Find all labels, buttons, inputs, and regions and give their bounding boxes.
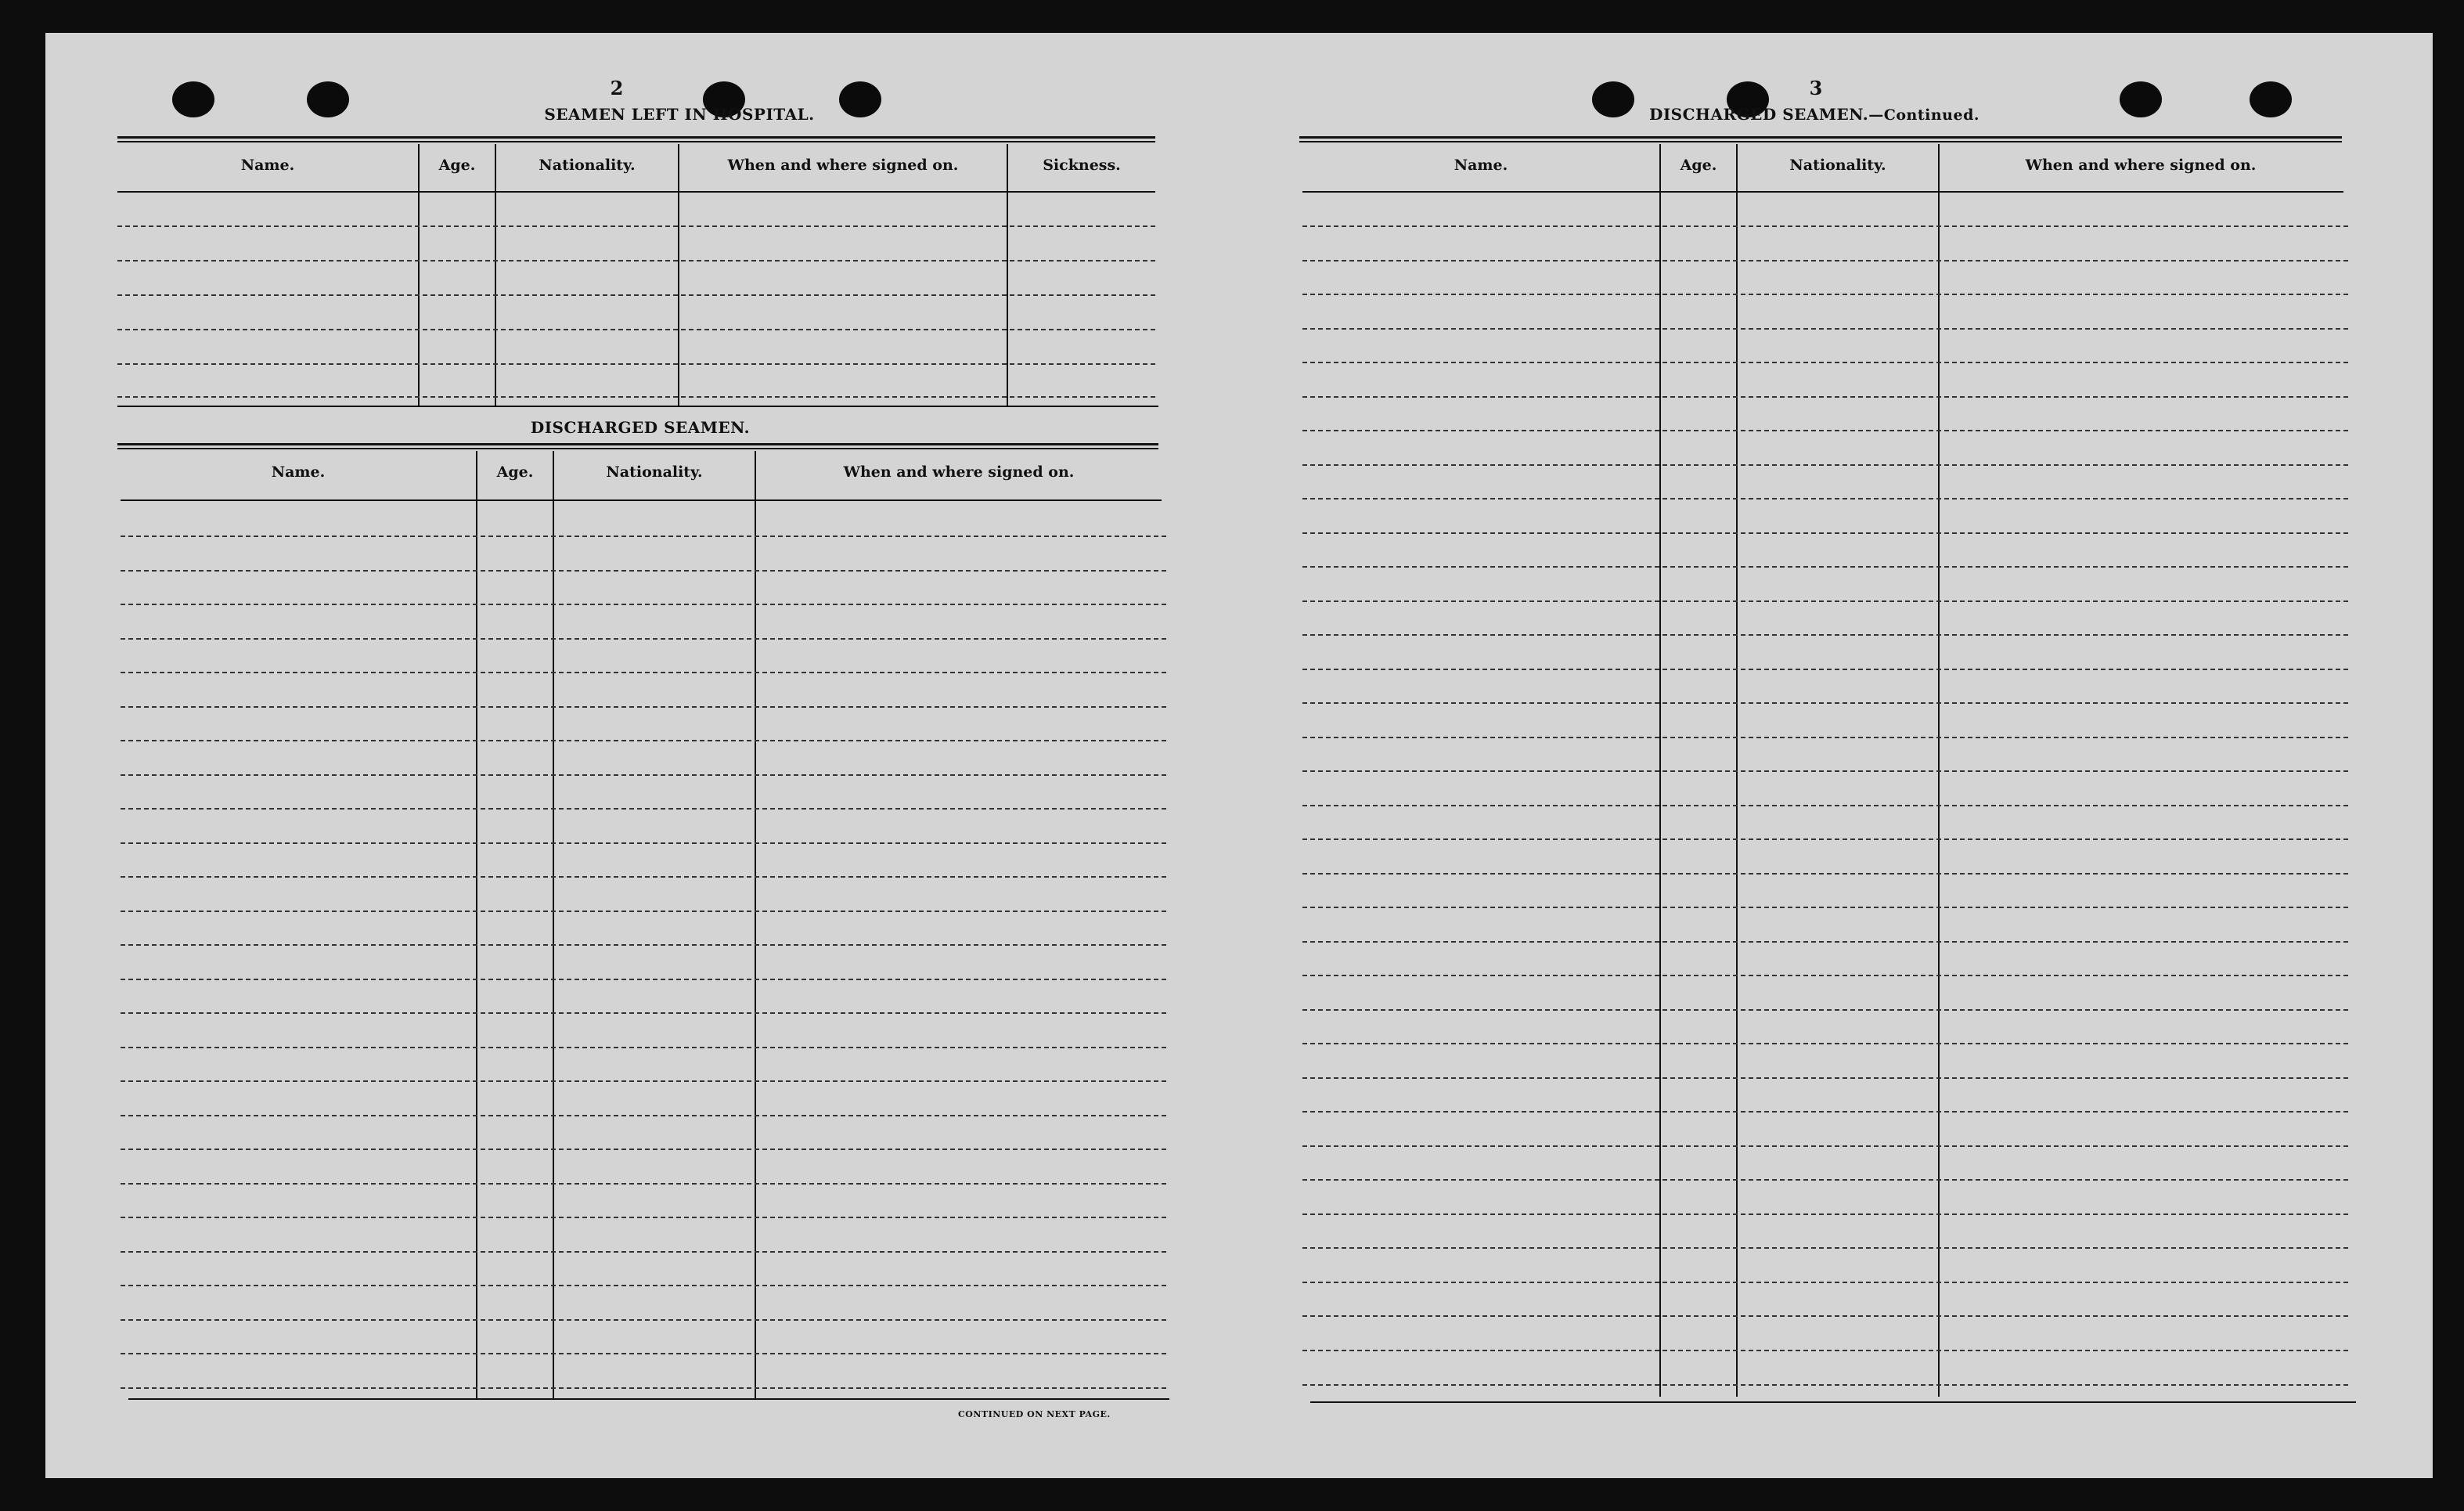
- entry-line: [121, 842, 1166, 844]
- entry-line: [1302, 941, 2348, 943]
- entry-line: [121, 944, 1166, 946]
- column-header-when-where-signed-on: When and where signed on.: [727, 157, 959, 174]
- document-sheet: [45, 33, 2433, 1478]
- entry-line: [1302, 1213, 2348, 1215]
- entry-line: [121, 1319, 1166, 1321]
- entry-line: [1302, 1043, 2348, 1044]
- entry-line: [121, 1012, 1166, 1014]
- entry-line: [121, 774, 1166, 776]
- entry-line: [121, 1183, 1166, 1185]
- entry-line: [1302, 873, 2348, 875]
- entry-line: [1302, 600, 2348, 602]
- entry-line: [121, 536, 1166, 537]
- column-header-name: Name.: [271, 463, 326, 481]
- column-header-name: Name.: [1454, 157, 1508, 174]
- column-divider: [476, 451, 477, 1398]
- column-divider: [755, 451, 756, 1398]
- entry-line: [1302, 1247, 2348, 1249]
- entry-line: [1302, 770, 2348, 772]
- column-header-nationality: Nationality.: [539, 157, 636, 174]
- entry-line: [1302, 396, 2348, 398]
- column-header-when-where-signed-on: When and where signed on.: [2025, 157, 2257, 174]
- discharged-continued-section-title: [1580, 105, 2049, 124]
- entry-line: [1302, 362, 2348, 363]
- entry-line: [1302, 1350, 2348, 1351]
- entry-line: [1302, 532, 2348, 534]
- entry-line: [1302, 702, 2348, 704]
- column-header-nationality: Nationality.: [606, 463, 703, 481]
- entry-line: [117, 329, 1155, 330]
- entry-line: [1302, 498, 2348, 499]
- entry-line: [121, 740, 1166, 741]
- section-title-continued: —Continued.: [1868, 106, 1979, 124]
- column-divider: [495, 144, 496, 406]
- left-page: [45, 33, 1235, 1478]
- entry-line: [121, 1387, 1166, 1389]
- entry-line: [1302, 260, 2348, 261]
- entry-line: [117, 225, 1155, 227]
- entry-line: [121, 876, 1166, 878]
- entry-line: [1302, 669, 2348, 670]
- column-header-nationality: Nationality.: [1789, 157, 1886, 174]
- hospital-table-top-rule: [117, 136, 1155, 142]
- entry-line: [121, 979, 1166, 980]
- discharged-continued-table-bottom-rule: [1310, 1401, 2356, 1403]
- section-title-main: DISCHARGED SEAMEN.: [1648, 105, 1869, 124]
- continued-note: CONTINUED ON NEXT PAGE.: [958, 1409, 1111, 1419]
- discharged-continued-table-top-rule: [1299, 136, 2342, 142]
- entry-line: [1302, 430, 2348, 431]
- entry-line: [121, 638, 1166, 640]
- entry-line: [1302, 566, 2348, 568]
- entry-line: [121, 570, 1166, 572]
- discharged-section-title: DISCHARGED SEAMEN.: [530, 418, 751, 437]
- entry-line: [121, 1149, 1166, 1150]
- column-divider: [678, 144, 679, 406]
- entry-line: [121, 1217, 1166, 1218]
- entry-line: [1302, 1179, 2348, 1181]
- entry-line: [1302, 838, 2348, 840]
- entry-line: [1302, 1315, 2348, 1317]
- column-header-name: Name.: [240, 157, 295, 174]
- entry-line: [1302, 1111, 2348, 1113]
- entry-line: [121, 1353, 1166, 1354]
- discharged-table-bottom-rule: [128, 1398, 1169, 1400]
- entry-line: [121, 1047, 1166, 1048]
- entry-line: [117, 294, 1155, 296]
- entry-line: [121, 808, 1166, 810]
- column-divider: [553, 451, 554, 1398]
- entry-line: [121, 1115, 1166, 1116]
- column-divider: [1007, 144, 1008, 406]
- entry-line: [121, 1285, 1166, 1286]
- column-header-age: Age.: [496, 463, 534, 481]
- hospital-section-title: SEAMEN LEFT IN HOSPITAL.: [544, 105, 815, 124]
- column-divider: [418, 144, 420, 406]
- hospital-table-bottom-rule: [117, 406, 1158, 407]
- entry-line: [1302, 975, 2348, 976]
- column-header-age: Age.: [438, 157, 476, 174]
- entry-line: [1302, 907, 2348, 908]
- entry-line: [1302, 1145, 2348, 1147]
- column-header-when-where-signed-on: When and where signed on.: [843, 463, 1075, 481]
- page-number: 3: [1809, 77, 1823, 99]
- entry-line: [1302, 1009, 2348, 1011]
- entry-line: [121, 1080, 1166, 1082]
- header-underline: [121, 499, 1162, 501]
- entry-line: [117, 260, 1155, 261]
- entry-line: [1302, 1077, 2348, 1079]
- entry-line: [121, 672, 1166, 673]
- entry-line: [121, 706, 1166, 708]
- header-underline: [117, 191, 1155, 193]
- page-number: 2: [610, 77, 624, 99]
- entry-line: [117, 396, 1155, 398]
- entry-line: [1302, 225, 2348, 227]
- column-header-sickness: Sickness.: [1043, 157, 1121, 174]
- entry-line: [1302, 737, 2348, 738]
- entry-line: [1302, 1384, 2348, 1386]
- entry-line: [1302, 805, 2348, 806]
- entry-line: [121, 604, 1166, 605]
- discharged-table-top-rule: [117, 443, 1158, 449]
- entry-line: [1302, 634, 2348, 636]
- entry-line: [1302, 328, 2348, 330]
- entry-line: [121, 911, 1166, 912]
- column-header-age: Age.: [1680, 157, 1717, 174]
- entry-line: [117, 363, 1155, 365]
- header-underline: [1302, 191, 2343, 193]
- entry-line: [1302, 464, 2348, 466]
- entry-line: [1302, 1282, 2348, 1283]
- right-page: [1235, 33, 2433, 1478]
- entry-line: [121, 1251, 1166, 1253]
- entry-line: [1302, 294, 2348, 295]
